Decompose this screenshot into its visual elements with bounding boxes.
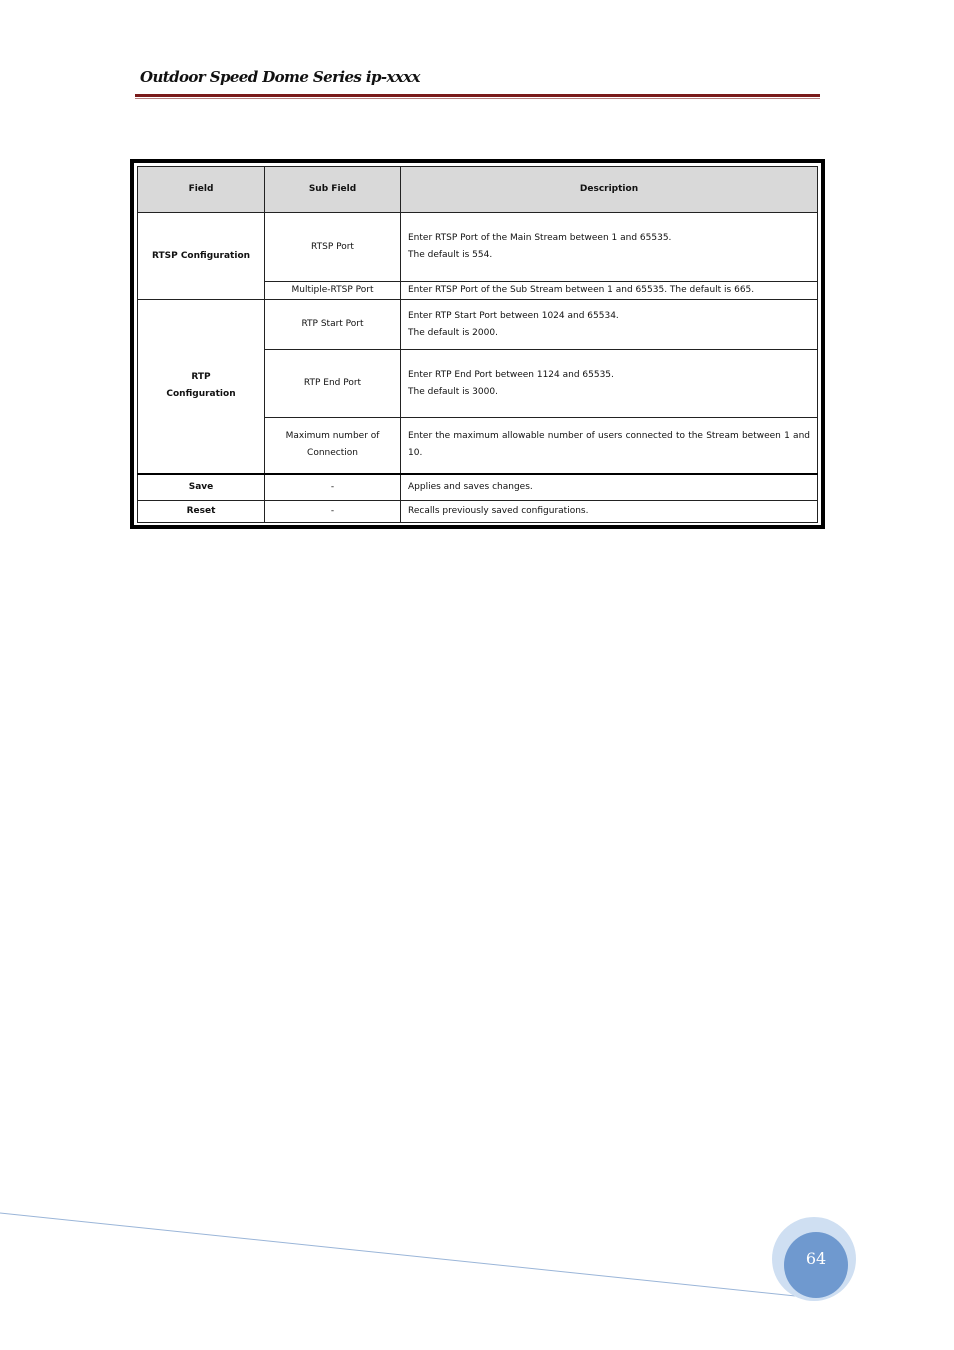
rtsp-settings-table-frame: [130, 159, 825, 529]
description-line: Enter RTP Start Port between 1024 and 65534.: [408, 310, 619, 321]
footer-line-stroke: [0, 1213, 805, 1297]
description-multiple-rtsp-port: Enter RTSP Port of the Sub Stream between 1 and 65535. The default is 665.: [401, 282, 818, 300]
description-save: Applies and saves changes.: [401, 474, 818, 501]
sub-field-multiple-rtsp-port: Multiple-RTSP Port: [265, 282, 401, 300]
sub-field-reset: -: [265, 501, 401, 523]
sub-field-save: -: [265, 474, 401, 501]
description-rtp-end-port: [401, 350, 818, 418]
sub-field-line: Connection: [307, 448, 358, 459]
description-rtsp-port: [401, 213, 818, 282]
field-reset: Reset: [138, 501, 265, 523]
description-line: The default is 3000.: [408, 386, 498, 397]
field-line: RTP: [191, 372, 211, 383]
field-save: Save: [138, 474, 265, 501]
sub-field-maximum-connection: [265, 418, 401, 474]
table-row: [138, 501, 818, 523]
field-rtsp-configuration: RTSP Configuration: [138, 213, 265, 300]
sub-field-line: Maximum number of: [285, 431, 380, 442]
description-line: Enter RTSP Port of the Main Stream between 1 and 65535.: [408, 233, 672, 243]
page-number: 64: [805, 1249, 827, 1268]
sub-field-rtsp-port: RTSP Port: [265, 213, 401, 282]
field-rtp-configuration: [138, 300, 265, 474]
header-description: Description: [401, 167, 818, 213]
description-reset: Recalls previously saved configurations.: [401, 501, 818, 523]
table-row: [138, 474, 818, 501]
description-maximum-connection: Enter the maximum allowable number of users connected to the Stream between 1 and 10.: [401, 418, 818, 474]
sub-field-rtp-start-port: RTP Start Port: [265, 300, 401, 350]
header-rule-thin: [135, 98, 820, 99]
header-field: Field: [138, 167, 265, 213]
table-header-row: [138, 167, 818, 213]
description-line: The default is 554.: [408, 250, 493, 260]
rtsp-settings-table: [137, 166, 818, 523]
description-line: Enter RTP End Port between 1124 and 65535.: [408, 369, 614, 380]
document-header-title: Outdoor Speed Dome Series ip-xxxx: [140, 68, 420, 86]
header-rule: [135, 94, 820, 97]
sub-field-rtp-end-port: RTP End Port: [265, 350, 401, 418]
field-line: Configuration: [166, 389, 236, 400]
table-row: [138, 213, 818, 282]
header-sub-field: Sub Field: [265, 167, 401, 213]
table-row: [138, 300, 818, 350]
description-rtp-start-port: [401, 300, 818, 350]
description-line: The default is 2000.: [408, 327, 498, 338]
